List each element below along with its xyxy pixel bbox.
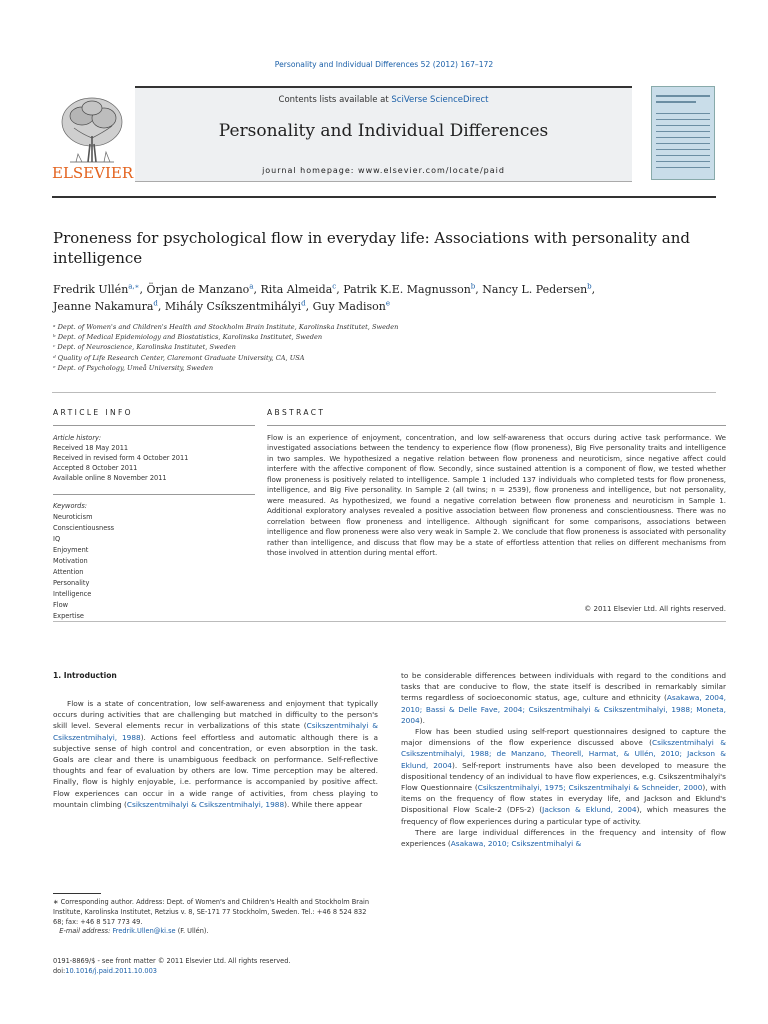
- keyword: Neuroticism: [53, 513, 93, 521]
- affiliation-list: [53, 322, 713, 373]
- keyword: Personality: [53, 579, 90, 587]
- keyword: Conscientiousness: [53, 524, 115, 532]
- sciencedirect-link[interactable]: SciVerse ScienceDirect: [391, 95, 489, 105]
- article-title: Proneness for psychological flow in everyday life: Associations with personality and intelligence: [53, 229, 690, 267]
- affiliation: ᵉ Dept. of Psychology, Umeå University, Sweden: [53, 363, 214, 372]
- email-label: E-mail address:: [59, 927, 111, 936]
- author[interactable]: Mihály Csíkszentmihályi$^d$: [164, 299, 306, 313]
- article-info-rule: [53, 425, 255, 426]
- affiliation: ᵃ Dept. of Women's and Children's Health and Stockholm Brain Institute, Karolinska Institutet, Sweden: [53, 323, 399, 331]
- contents-available-line: [135, 95, 632, 105]
- doi-link[interactable]: 10.1016/j.paid.2011.10.003: [65, 967, 157, 975]
- issn-line: 0191-8869/$ - see front matter © 2011 Elsevier Ltd. All rights reserved.: [53, 957, 291, 965]
- header-rule: [52, 196, 716, 198]
- affiliation: ᶜ Dept. of Neuroscience, Karolinska Institutet, Sweden: [53, 343, 236, 352]
- journal-homepage[interactable]: journal homepage: www.elsevier.com/locate/paid: [262, 166, 505, 175]
- history-label: Article history:: [53, 434, 102, 442]
- body-column-right: [401, 670, 726, 849]
- doi-line: doi:10.1016/j.paid.2011.10.003: [53, 967, 157, 975]
- paragraph: Flow is a state of concentration, low self-awareness and enjoyment that typically occurs during activities that are challenging but matched in difficulty to the person's skill level. Several elements recur in verbalizations of this state (Csikszentmihalyi & Csikszentmihalyi, 1988). Actions feel effortless and automatic although there is a subjective sense of high control and concentration, or even absorption in the task. Goals are clear and there is unambiguous feedback on performance. Self-reflective thoughts and fear of evaluation by others are low. Time perception may be altered. Finally, flow is highly enjoyable, i.e. performance is accompanied by positive affect. Flow experiences can occur in a wide range of activities, from chess playing to mountain climbing (Csikszentmihalyi & Csikszentmihalyi, 1988). While there appear: [53, 699, 378, 809]
- footnote-text: ∗ Corresponding author. Address: Dept. of Women's and Children's Health and Stockholm Brain Institute, Karolinska Institutet, Retzius v. 8, SE-171 77 Stockholm, Sweden. Tel.: +46 8 524 832 68; fax: +46 8 517 773 49.: [53, 898, 370, 926]
- history-item: Accepted 8 October 2011: [53, 464, 138, 472]
- citation-link[interactable]: Csikszentmihalyi & Csikszentmihalyi, 1988: [126, 799, 285, 809]
- article-info-heading: ARTICLE INFO: [53, 408, 133, 417]
- author-list: Fredrik Ullén$^{a,∗}$, Örjan de Manzano$^a$, Rita Almeida$^c$, Patrik K.E. Magnusson$^b$, Nancy L. Pedersen$^b$, Jeanne Nakamura$^d$, Mihály Csíkszentmihályi$^d$, Guy Madison$^e$: [53, 282, 596, 313]
- corresponding-author-footnote: [53, 898, 378, 937]
- elsevier-wordmark[interactable]: ELSEVIER: [52, 164, 134, 182]
- keyword: Intelligence: [53, 590, 92, 598]
- keyword-list: [53, 501, 253, 622]
- footnote-rule: [53, 893, 101, 894]
- contents-prefix: Contents lists available at: [278, 95, 392, 105]
- introduction-heading: 1. Introduction: [53, 671, 117, 680]
- citation-link[interactable]: Asakawa, 2010; Csikszentmihalyi &: [450, 839, 582, 849]
- affiliation: ᵇ Dept. of Medical Epidemiology and Biostatistics, Karolinska Institutet, Sweden: [53, 333, 323, 342]
- author[interactable]: Örjan de Manzano$^a$: [146, 282, 254, 296]
- author[interactable]: Guy Madison$^e$: [312, 299, 391, 313]
- citation-link[interactable]: Csikszentmihalyi & Csikszentmihalyi, 1988: [53, 721, 378, 742]
- citation-link[interactable]: Csikszentmihalyi, 1975; Csikszentmihalyi & Schneider, 2000: [477, 783, 703, 793]
- paragraph: Flow has been studied using self-report questionnaires designed to capture the major dimensions of the flow experience discussed above (Csikszentmihalyi & Csikszentmihalyi, 1988; de Manzano, Theorell, Harmat, & Ullén, 2010; Jackson & Eklund, 2004). Self-report instruments have also been developed to measure the dispositional tendency of an individual to have flow experiences, e.g. Csikszentmihalyi's Flow Questionnaire (Csikszentmihalyi, 1975; Csikszentmihalyi & Schneider, 2000), with items on the frequency of flow states in everyday life, and Jackson and Eklund's Dispositional Flow Scale-2 (DFS-2) (Jackson & Eklund, 2004), which measures the frequency of flow experiences during a particular type of activity.: [401, 727, 726, 826]
- history-item: Received 18 May 2011: [53, 444, 129, 452]
- author[interactable]: Patrik K.E. Magnusson$^b$: [343, 282, 476, 296]
- abstract-bottom-rule: [53, 621, 726, 622]
- keyword: Motivation: [53, 557, 88, 565]
- keyword: IQ: [53, 535, 61, 543]
- email-link[interactable]: Fredrik.Ullen@ki.se: [112, 927, 176, 936]
- journal-reference[interactable]: Personality and Individual Differences 52 (2012) 167–172: [274, 60, 494, 69]
- affiliation: ᵈ Quality of Life Research Center, Claremont Graduate University, CA, USA: [53, 353, 305, 362]
- copyright-notice: © 2011 Elsevier Ltd. All rights reserved.: [584, 604, 726, 613]
- footnote-email-line: E-mail address: Fredrik.Ullen@ki.se (F. Ullén).: [59, 927, 209, 936]
- author[interactable]: Nancy L. Pedersen$^b$: [482, 282, 592, 296]
- paragraph: to be considerable differences between individuals with regard to the conditions and tasks that are conducive to flow, the state itself is described in remarkably similar terms regardless of socioeconomic status, age, culture and ethnicity (Asakawa, 2004, 2010; Bassi & Delle Fave, 2004; Csikszentmihalyi & Csikszentmihalyi, 1988; Moneta, 2004).: [401, 671, 726, 725]
- front-matter: [53, 956, 378, 976]
- abstract-text: Flow is an experience of enjoyment, concentration, and low self-awareness that occurs during active task performance. We investigated associations between the tendency to experience flow (flow proneness), Big Five personality traits and intelligence in two samples. We hypothesized a negative relation between flow proneness and neuroticism, since negative affect could interfere with the affective component of flow. Secondly, since sustained attention is a component of flow, we tested whether flow proneness is positively related to intelligence. Sample 1 included 137 individuals who completed tests for flow proneness, intelligence, and Big Five personality. In Sample 2 (all twins; n = 2539), flow proneness and intelligence, but not personality, were measured. As hypothesized, we found a negative correlation between flow proneness and neuroticism in Sample 1. Additional exploratory analyses revealed a positive association between flow proneness and conscientiousness. There was no correlation between flow proneness and intelligence. Although significant for some comparisons, associations between intelligence and flow proneness were also very weak in Sample 2. We conclude that flow proneness is associated with personality rather than intelligence, and discuss that flow may be a state of effortless attention that relies on different mechanisms from those involved in attention during mental effort.: [267, 433, 726, 557]
- history-item: Available online 8 November 2011: [53, 474, 167, 482]
- citation-link[interactable]: Csikszentmihalyi & Csikszentmihalyi, 1988; de Manzano, Theorell, Harmat, & Ullén, 2010; Jackson & Eklund, 2004: [401, 738, 726, 770]
- abstract-rule: [267, 425, 726, 426]
- article-history: [53, 433, 253, 483]
- keyword: Enjoyment: [53, 546, 89, 554]
- keyword: Flow: [53, 601, 69, 609]
- keywords-rule: [53, 494, 255, 495]
- citation-link[interactable]: Asakawa, 2004, 2010; Bassi & Delle Fave, 2004; Csikszentmihalyi & Csikszentmihalyi, 1988; Moneta, 2004: [401, 693, 726, 725]
- abstract-heading: ABSTRACT: [267, 408, 326, 417]
- citation-link[interactable]: Jackson & Eklund, 2004: [542, 805, 637, 815]
- author[interactable]: Rita Almeida$^c$: [260, 282, 337, 296]
- keyword: Attention: [53, 568, 84, 576]
- keywords-label: Keywords:: [53, 502, 88, 510]
- section-divider: [52, 392, 716, 393]
- paragraph: There are large individual differences in the frequency and intensity of flow experiences (Asakawa, 2010; Csikszentmihalyi &: [401, 827, 726, 849]
- journal-title[interactable]: Personality and Individual Differences: [218, 121, 549, 141]
- body-column-left: [53, 698, 378, 810]
- author[interactable]: Jeanne Nakamura$^d$: [53, 299, 158, 313]
- keyword: Expertise: [53, 612, 84, 620]
- history-item: Received in revised form 4 October 2011: [53, 454, 189, 462]
- author[interactable]: Fredrik Ullén$^{a,∗}$: [53, 282, 140, 296]
- journal-cover-thumbnail[interactable]: [651, 86, 715, 180]
